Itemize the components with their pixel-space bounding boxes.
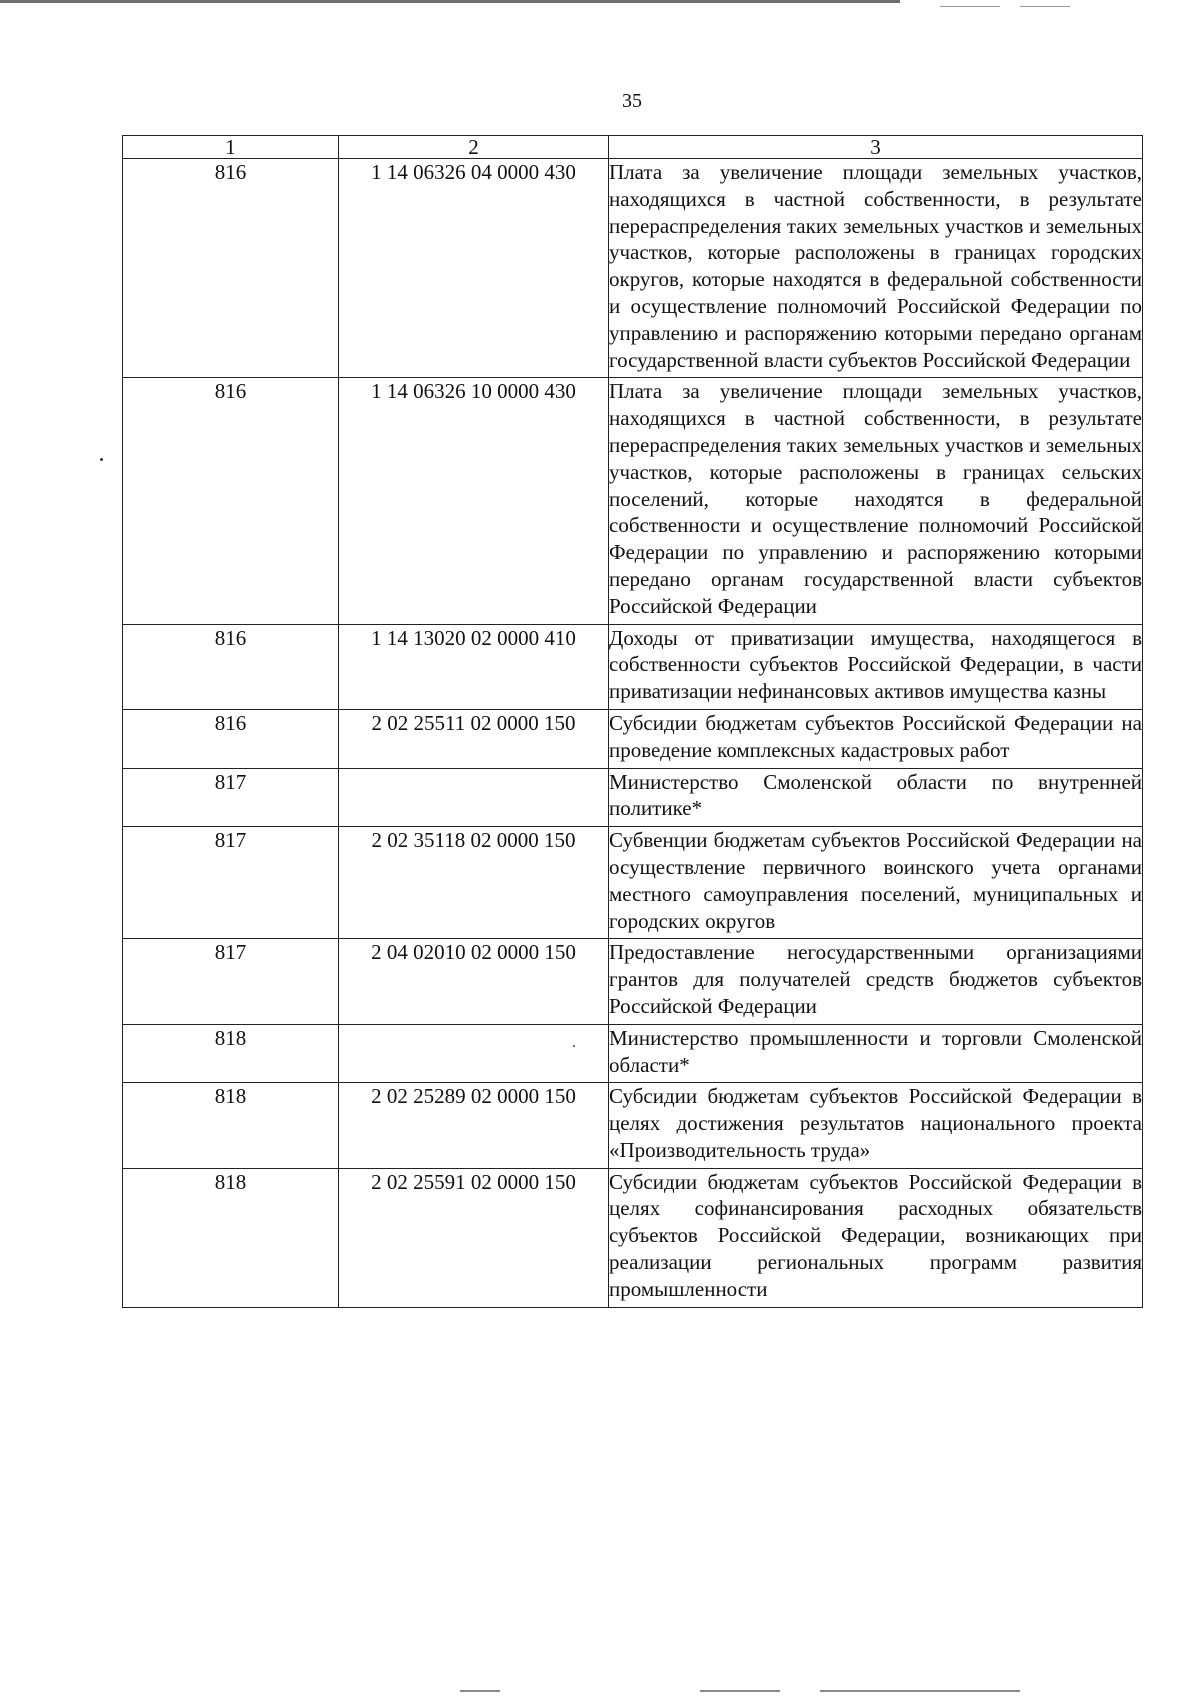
administrator-code: 817: [123, 768, 339, 827]
revenue-code: 1 14 13020 02 0000 410: [339, 624, 609, 709]
revenue-codes-table: [122, 135, 1143, 1308]
page-number: 35: [622, 90, 642, 112]
table-row: [123, 1024, 1143, 1083]
administrator-code: 816: [123, 378, 339, 624]
scan-edge-line: [0, 0, 900, 3]
administrator-code: 818: [123, 1024, 339, 1083]
scan-edge-mark: [820, 1690, 1020, 1692]
scan-edge-mark: [940, 6, 1000, 7]
table-row: [123, 624, 1143, 709]
revenue-code: [339, 1024, 609, 1083]
table-row: [123, 939, 1143, 1024]
column-header-2: 2: [339, 136, 609, 159]
table-row: [123, 1168, 1143, 1307]
revenue-code: 2 02 25591 02 0000 150: [339, 1168, 609, 1307]
revenue-description: Доходы от приватизации имущества, находящегося в собственности субъектов Российской Федерации, в части приватизации нефинансовых активов имущества казны: [609, 624, 1143, 709]
revenue-description: Субсидии бюджетам субъектов Российской Федерации в целях софинансирования расходных обязательств субъектов Российской Федерации, возникающих при реализации региональных программ развития промышленности: [609, 1168, 1143, 1307]
scan-edge-mark: [460, 1690, 500, 1692]
scan-speck: [100, 458, 103, 461]
column-header-1: 1: [123, 136, 339, 159]
revenue-description: Предоставление негосударственными организациями грантов для получателей средств бюджетов субъектов Российской Федерации: [609, 939, 1143, 1024]
revenue-code: 2 02 25511 02 0000 150: [339, 709, 609, 768]
revenue-description: Субвенции бюджетам субъектов Российской Федерации на осуществление первичного воинского учета органами местного самоуправления поселений, муниципальных и городских округов: [609, 827, 1143, 939]
table-row: [123, 1083, 1143, 1168]
administrator-code: 817: [123, 939, 339, 1024]
administrator-code: 818: [123, 1083, 339, 1168]
administrator-code: 817: [123, 827, 339, 939]
administrator-code: 816: [123, 624, 339, 709]
revenue-code: [339, 768, 609, 827]
table-header-row: [123, 136, 1143, 159]
table-row: [123, 159, 1143, 378]
revenue-code: 2 04 02010 02 0000 150: [339, 939, 609, 1024]
revenue-description: Министерство промышленности и торговли Смоленской области*: [609, 1024, 1143, 1083]
table-row: [123, 378, 1143, 624]
revenue-code: 2 02 25289 02 0000 150: [339, 1083, 609, 1168]
scan-edge-mark: [700, 1690, 780, 1692]
scan-edge-mark: [1020, 6, 1070, 7]
revenue-code: 1 14 06326 04 0000 430: [339, 159, 609, 378]
table-row: [123, 768, 1143, 827]
revenue-code: 2 02 35118 02 0000 150: [339, 827, 609, 939]
administrator-code: 816: [123, 159, 339, 378]
column-header-3: 3: [609, 136, 1143, 159]
revenue-description: Плата за увеличение площади земельных участков, находящихся в частной собственности, в результате перераспределения таких земельных участков и земельных участков, которые расположены в границах сельских поселений, которые находятся в федеральной собственности и осуществление полномочий Российской Федерации по управлению и распоряжению которыми передано органам государственной власти субъектов Российской Федерации: [609, 378, 1143, 624]
revenue-description: Министерство Смоленской области по внутренней политике*: [609, 768, 1143, 827]
revenue-description: Субсидии бюджетам субъектов Российской Федерации в целях достижения результатов национального проекта «Производительность труда»: [609, 1083, 1143, 1168]
administrator-code: 818: [123, 1168, 339, 1307]
revenue-description: Субсидии бюджетам субъектов Российской Федерации на проведение комплексных кадастровых работ: [609, 709, 1143, 768]
revenue-description: Плата за увеличение площади земельных участков, находящихся в частной собственности, в результате перераспределения таких земельных участков и земельных участков, которые расположены в границах городских округов, которые находятся в федеральной собственности и осуществление полномочий Российской Федерации по управлению и распоряжению которыми передано органам государственной власти субъектов Российской Федерации: [609, 159, 1143, 378]
table-row: [123, 827, 1143, 939]
administrator-code: 816: [123, 709, 339, 768]
revenue-code: 1 14 06326 10 0000 430: [339, 378, 609, 624]
table-row: [123, 709, 1143, 768]
